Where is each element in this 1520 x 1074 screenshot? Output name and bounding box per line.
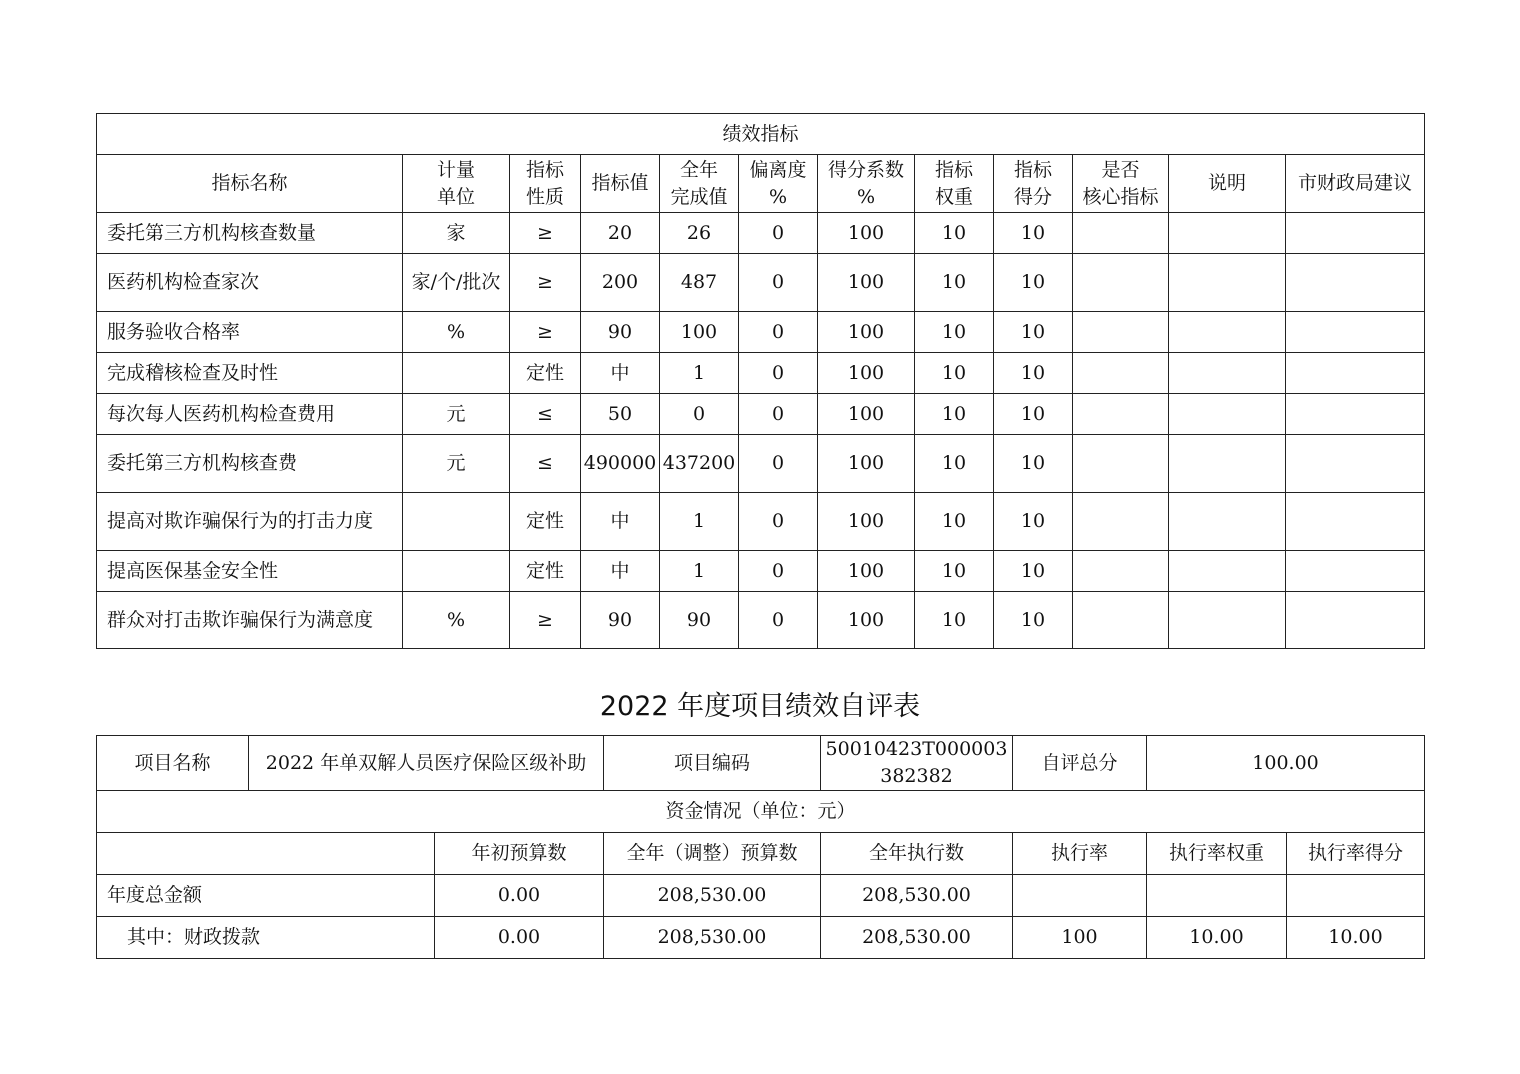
performance-header-cell: 是否 核心指标 xyxy=(1073,155,1169,213)
indicator-cell: 10 xyxy=(915,551,994,592)
indicator-cell: 50 xyxy=(581,394,660,435)
indicator-cell xyxy=(403,353,510,394)
indicator-cell: 90 xyxy=(581,312,660,353)
indicator-cell xyxy=(1169,213,1286,254)
indicator-cell: ≥ xyxy=(510,592,581,649)
performance-header-cell: 得分系数 % xyxy=(818,155,915,213)
fund-header-cell: 全年（调整）预算数 xyxy=(604,833,821,875)
indicator-cell xyxy=(1286,312,1425,353)
indicator-cell: 10 xyxy=(915,435,994,493)
fund-header-cell: 全年执行数 xyxy=(821,833,1013,875)
indicator-cell: 0 xyxy=(739,353,818,394)
indicator-cell: 100 xyxy=(818,254,915,312)
indicator-cell xyxy=(1286,493,1425,551)
performance-header-cell: 指标 权重 xyxy=(915,155,994,213)
indicator-name: 提高对欺诈骗保行为的打击力度 xyxy=(97,493,403,551)
indicator-cell: 10 xyxy=(915,493,994,551)
indicator-cell xyxy=(1073,394,1169,435)
indicator-row xyxy=(97,254,1425,312)
fund-cell: 208,530.00 xyxy=(604,875,821,917)
indicator-cell xyxy=(1169,493,1286,551)
fund-cell: 208,530.00 xyxy=(604,917,821,959)
performance-header-cell: 说明 xyxy=(1169,155,1286,213)
indicator-cell xyxy=(403,493,510,551)
fund-cell: 10.00 xyxy=(1287,917,1425,959)
indicator-row xyxy=(97,592,1425,649)
indicator-cell: 家 xyxy=(403,213,510,254)
fund-header-cell: 年初预算数 xyxy=(435,833,604,875)
indicator-row xyxy=(97,435,1425,493)
funds-section-title: 资金情况（单位：元） xyxy=(97,791,1425,833)
indicator-cell: 1 xyxy=(660,551,739,592)
indicator-cell xyxy=(1169,254,1286,312)
project-name-value: 2022 年单双解人员医疗保险区级补助 xyxy=(249,736,604,791)
total-score-value: 100.00 xyxy=(1147,736,1425,791)
fund-cell xyxy=(1013,875,1147,917)
performance-header-cell: 指标值 xyxy=(581,155,660,213)
indicator-cell: 0 xyxy=(739,213,818,254)
indicator-cell: 10 xyxy=(994,592,1073,649)
indicator-cell: 0 xyxy=(660,394,739,435)
fund-row-label: 其中：财政拨款 xyxy=(97,917,435,959)
indicator-cell: 10 xyxy=(994,254,1073,312)
indicator-cell: 90 xyxy=(660,592,739,649)
indicator-cell: 元 xyxy=(403,435,510,493)
indicator-row xyxy=(97,394,1425,435)
fund-table xyxy=(96,735,1425,959)
indicator-name: 医药机构检查家次 xyxy=(97,254,403,312)
indicator-cell: % xyxy=(403,312,510,353)
indicator-cell: 490000 xyxy=(581,435,660,493)
fund-row xyxy=(97,917,1425,959)
indicator-cell: 1 xyxy=(660,493,739,551)
indicator-cell xyxy=(1169,435,1286,493)
indicator-cell: 中 xyxy=(581,551,660,592)
indicator-cell: 100 xyxy=(818,312,915,353)
indicator-cell: ≥ xyxy=(510,213,581,254)
fund-row xyxy=(97,875,1425,917)
fund-header-cell: 执行率权重 xyxy=(1147,833,1287,875)
indicator-cell: 100 xyxy=(818,592,915,649)
indicator-cell: 0 xyxy=(739,435,818,493)
performance-header-cell: 全年 完成值 xyxy=(660,155,739,213)
indicator-cell: 100 xyxy=(818,435,915,493)
indicator-name: 委托第三方机构核查费 xyxy=(97,435,403,493)
indicator-cell: 487 xyxy=(660,254,739,312)
indicator-cell: 437200 xyxy=(660,435,739,493)
indicator-cell xyxy=(1169,592,1286,649)
indicator-cell xyxy=(1169,353,1286,394)
indicator-cell: 中 xyxy=(581,353,660,394)
performance-header-cell: 计量 单位 xyxy=(403,155,510,213)
fund-header-cell xyxy=(97,833,435,875)
indicator-name: 服务验收合格率 xyxy=(97,312,403,353)
indicator-cell xyxy=(1073,592,1169,649)
indicator-row xyxy=(97,493,1425,551)
indicator-cell: 10 xyxy=(994,312,1073,353)
indicator-cell: 90 xyxy=(581,592,660,649)
indicator-cell xyxy=(1286,254,1425,312)
indicator-cell: 10 xyxy=(915,254,994,312)
indicator-cell: 20 xyxy=(581,213,660,254)
indicator-cell xyxy=(1286,592,1425,649)
self-eval-title: 2022 年度项目绩效自评表 xyxy=(599,691,921,722)
indicator-cell xyxy=(1073,353,1169,394)
indicator-cell xyxy=(1286,353,1425,394)
fund-cell: 208,530.00 xyxy=(821,917,1013,959)
indicator-cell xyxy=(1286,213,1425,254)
performance-indicator-table xyxy=(96,113,1425,649)
indicator-cell: 10 xyxy=(994,394,1073,435)
indicator-row xyxy=(97,551,1425,592)
indicator-cell: 100 xyxy=(818,551,915,592)
performance-header-row xyxy=(97,155,1425,213)
performance-header-cell: 偏离度 % xyxy=(739,155,818,213)
indicator-cell: 200 xyxy=(581,254,660,312)
indicator-cell xyxy=(1286,551,1425,592)
indicator-cell: 0 xyxy=(739,493,818,551)
indicator-cell: 100 xyxy=(818,213,915,254)
indicator-cell: 0 xyxy=(739,312,818,353)
fund-row-label: 年度总金额 xyxy=(97,875,435,917)
indicator-cell xyxy=(1286,394,1425,435)
indicator-row xyxy=(97,353,1425,394)
indicator-cell: 10 xyxy=(994,213,1073,254)
indicator-cell: 26 xyxy=(660,213,739,254)
fund-cell xyxy=(1147,875,1287,917)
indicator-cell: 定性 xyxy=(510,353,581,394)
indicator-cell: 1 xyxy=(660,353,739,394)
indicator-cell xyxy=(403,551,510,592)
indicator-name: 委托第三方机构核查数量 xyxy=(97,213,403,254)
performance-header-cell: 市财政局建议 xyxy=(1286,155,1425,213)
fund-cell: 100 xyxy=(1013,917,1147,959)
indicator-row xyxy=(97,213,1425,254)
project-name-label: 项目名称 xyxy=(97,736,249,791)
indicator-name: 完成稽核检查及时性 xyxy=(97,353,403,394)
performance-header-cell: 指标 得分 xyxy=(994,155,1073,213)
indicator-cell: 10 xyxy=(915,394,994,435)
indicator-cell xyxy=(1073,312,1169,353)
indicator-cell: 100 xyxy=(660,312,739,353)
fund-cell: 10.00 xyxy=(1147,917,1287,959)
indicator-cell: % xyxy=(403,592,510,649)
fund-cell: 0.00 xyxy=(435,875,604,917)
indicator-cell: 10 xyxy=(915,312,994,353)
indicator-cell: 中 xyxy=(581,493,660,551)
indicator-cell: 100 xyxy=(818,493,915,551)
indicator-name: 提高医保基金安全性 xyxy=(97,551,403,592)
indicator-cell xyxy=(1286,435,1425,493)
indicator-cell xyxy=(1073,493,1169,551)
indicator-cell: ≥ xyxy=(510,254,581,312)
indicator-cell: 10 xyxy=(915,592,994,649)
indicator-cell: 10 xyxy=(915,213,994,254)
indicator-cell: 0 xyxy=(739,551,818,592)
indicator-cell xyxy=(1073,213,1169,254)
indicator-cell: 元 xyxy=(403,394,510,435)
indicator-cell xyxy=(1169,312,1286,353)
indicator-cell: 0 xyxy=(739,394,818,435)
indicator-name: 群众对打击欺诈骗保行为满意度 xyxy=(97,592,403,649)
indicator-cell: ≥ xyxy=(510,312,581,353)
indicator-cell: 10 xyxy=(994,435,1073,493)
indicator-cell: 定性 xyxy=(510,493,581,551)
indicator-cell: 定性 xyxy=(510,551,581,592)
indicator-cell xyxy=(1073,254,1169,312)
indicator-cell: 10 xyxy=(915,353,994,394)
indicator-cell xyxy=(1073,435,1169,493)
total-score-label: 自评总分 xyxy=(1013,736,1147,791)
fund-header-row xyxy=(97,833,1425,875)
indicator-cell: 0 xyxy=(739,592,818,649)
indicator-cell: 10 xyxy=(994,353,1073,394)
fund-header-cell: 执行率 xyxy=(1013,833,1147,875)
indicator-cell: 家/个/批次 xyxy=(403,254,510,312)
project-code-label: 项目编码 xyxy=(604,736,821,791)
indicator-cell: ≤ xyxy=(510,435,581,493)
indicator-cell: ≤ xyxy=(510,394,581,435)
indicator-cell xyxy=(1169,551,1286,592)
indicator-cell: 10 xyxy=(994,493,1073,551)
indicator-cell: 100 xyxy=(818,394,915,435)
indicator-name: 每次每人医药机构检查费用 xyxy=(97,394,403,435)
fund-header-cell: 执行率得分 xyxy=(1287,833,1425,875)
project-info-row xyxy=(97,736,1425,791)
fund-cell xyxy=(1287,875,1425,917)
fund-cell: 208,530.00 xyxy=(821,875,1013,917)
indicator-cell xyxy=(1169,394,1286,435)
indicator-cell: 10 xyxy=(994,551,1073,592)
indicator-cell: 100 xyxy=(818,353,915,394)
indicator-row xyxy=(97,312,1425,353)
indicator-cell: 0 xyxy=(739,254,818,312)
fund-cell: 0.00 xyxy=(435,917,604,959)
performance-header-cell: 指标名称 xyxy=(97,155,403,213)
indicator-cell xyxy=(1073,551,1169,592)
performance-section-title: 绩效指标 xyxy=(97,114,1425,155)
project-code-value: 50010423T000003382382 xyxy=(821,736,1013,791)
performance-header-cell: 指标 性质 xyxy=(510,155,581,213)
